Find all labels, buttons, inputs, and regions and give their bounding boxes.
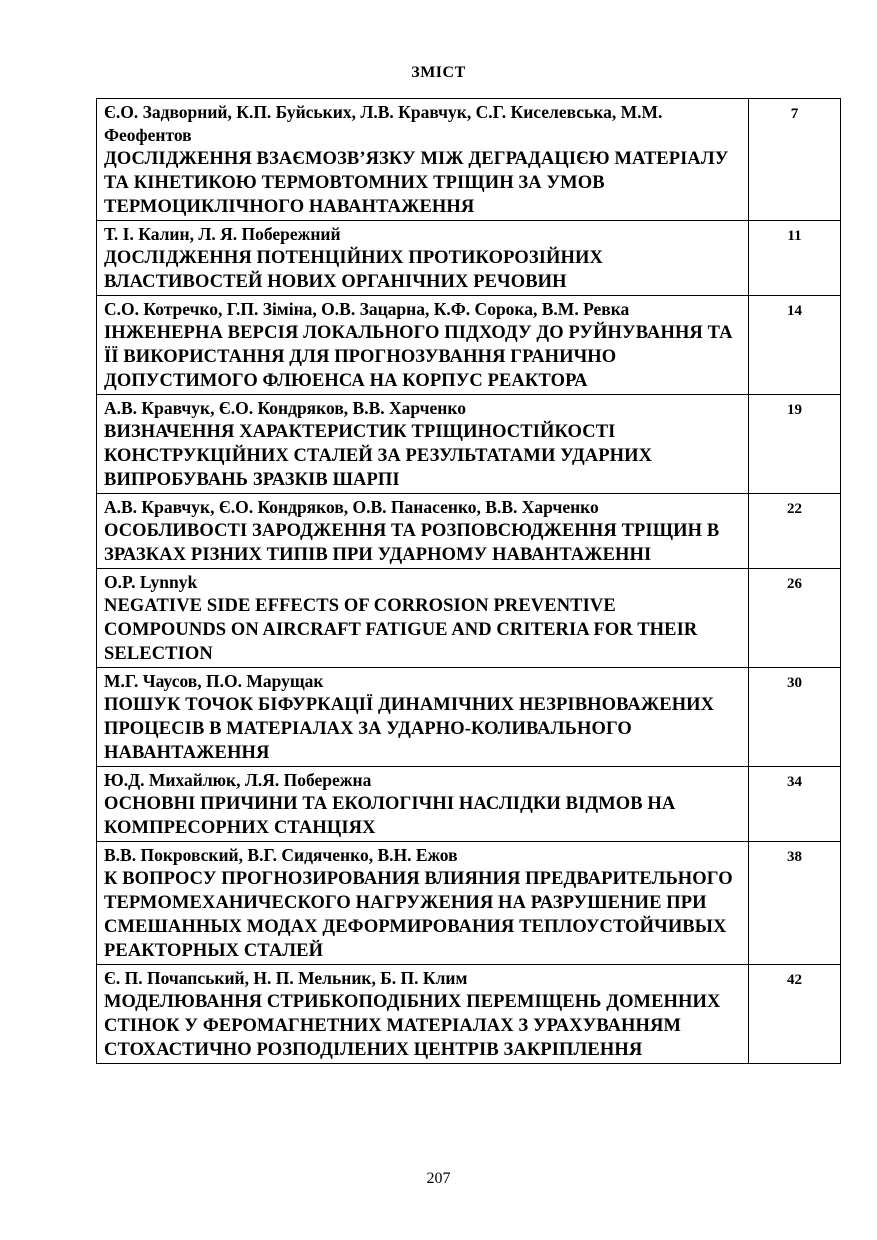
entry-authors: А.В. Кравчук, Є.О. Кондряков, В.В. Харченко — [104, 398, 466, 418]
contents-row — [97, 99, 841, 221]
entry-title: К ВОПРОСУ ПРОГНОЗИРОВАНИЯ ВЛИЯНИЯ ПРЕДВАРИТЕЛЬНОГО ТЕРМОМЕХАНИЧЕСКОГО НАГРУЖЕНИЯ НА РАЗРУШЕНИЕ ПРИ СМЕШАННЫХ МОДАХ ДЕФОРМИРОВАНИЯ ТЕПЛОУСТОЙЧИВЫХ РЕАКТОРНЫХ СТАЛЕЙ — [104, 869, 733, 961]
contents-row — [97, 221, 841, 296]
entry-cell — [97, 494, 749, 569]
entry-title: ІНЖЕНЕРНА ВЕРСІЯ ЛОКАЛЬНОГО ПІДХОДУ ДО РУЙНУВАННЯ ТА ЇЇ ВИКОРИСТАННЯ ДЛЯ ПРОГНОЗУВАННЯ ГРАНИЧНО ДОПУСТИМОГО ФЛЮЕНСА НА КОРПУС РЕАКТОРА — [104, 323, 733, 391]
entry-page-number: 30 — [749, 668, 841, 767]
entry-page-number: 22 — [749, 494, 841, 569]
entry-authors: O.P. Lynnyk — [104, 572, 198, 592]
entry-page-number: 38 — [749, 842, 841, 965]
entry-page-number: 11 — [749, 221, 841, 296]
entry-cell — [97, 842, 749, 965]
entry-cell — [97, 296, 749, 395]
contents-row — [97, 395, 841, 494]
entry-title: ДОСЛІДЖЕННЯ ПОТЕНЦІЙНИХ ПРОТИКОРОЗІЙНИХ ВЛАСТИВОСТЕЙ НОВИХ ОРГАНІЧНИХ РЕЧОВИН — [104, 248, 603, 292]
entry-authors: Т. І. Калин, Л. Я. Побережний — [104, 224, 341, 244]
entry-cell — [97, 99, 749, 221]
contents-row — [97, 668, 841, 767]
entry-title: ВИЗНАЧЕННЯ ХАРАКТЕРИСТИК ТРІЩИНОСТІЙКОСТІ КОНСТРУКЦІЙНИХ СТАЛЕЙ ЗА РЕЗУЛЬТАТАМИ УДАРНИХ ВИПРОБУВАНЬ ЗРАЗКІВ ШАРПІ — [104, 422, 653, 490]
entry-cell — [97, 767, 749, 842]
contents-row — [97, 965, 841, 1064]
entry-page-number: 14 — [749, 296, 841, 395]
entry-title: NEGATIVE SIDE EFFECTS OF CORROSION PREVENTIVE COMPOUNDS ON AIRCRAFT FATIGUE AND CRITERIA FOR THEIR SELECTION — [104, 596, 698, 664]
entry-title: ОСОБЛИВОСТІ ЗАРОДЖЕННЯ ТА РОЗПОВСЮДЖЕННЯ ТРІЩИН В ЗРАЗКАХ РІЗНИХ ТИПІВ ПРИ УДАРНОМУ НАВАНТАЖЕННІ — [104, 521, 720, 565]
entry-authors: Є.О. Задворний, К.П. Буйських, Л.В. Кравчук, С.Г. Киселевська, М.М. Феофентов — [104, 102, 663, 145]
entry-page-number: 19 — [749, 395, 841, 494]
contents-row — [97, 296, 841, 395]
entry-page-number: 7 — [749, 99, 841, 221]
entry-title: ОСНОВНІ ПРИЧИНИ ТА ЕКОЛОГІЧНІ НАСЛІДКИ ВІДМОВ НА КОМПРЕСОРНИХ СТАНЦІЯХ — [104, 794, 676, 838]
entry-page-number: 42 — [749, 965, 841, 1064]
entry-page-number: 26 — [749, 569, 841, 668]
entry-cell — [97, 395, 749, 494]
page-number: 207 — [426, 1170, 451, 1187]
contents-row — [97, 569, 841, 668]
entry-cell — [97, 668, 749, 767]
page-heading: ЗМІСТ — [411, 64, 466, 81]
entry-authors: Ю.Д. Михайлюк, Л.Я. Побережна — [104, 770, 372, 790]
entry-authors: С.О. Котречко, Г.П. Зіміна, О.В. Зацарна, К.Ф. Сорока, В.М. Ревка — [104, 299, 630, 319]
entry-cell — [97, 965, 749, 1064]
contents-table-body — [97, 99, 841, 1064]
entry-cell — [97, 221, 749, 296]
entry-page-number: 34 — [749, 767, 841, 842]
entry-authors: Є. П. Почапський, Н. П. Мельник, Б. П. Клим — [104, 968, 468, 988]
entry-authors: А.В. Кравчук, Є.О. Кондряков, О.В. Панасенко, В.В. Харченко — [104, 497, 599, 517]
contents-row — [97, 494, 841, 569]
contents-table — [96, 98, 841, 1064]
entry-authors: В.В. Покровский, В.Г. Сидяченко, В.Н. Ежов — [104, 845, 458, 865]
entry-title: ПОШУК ТОЧОК БІФУРКАЦІЇ ДИНАМІЧНИХ НЕЗРІВНОВАЖЕНИХ ПРОЦЕСІВ В МАТЕРІАЛАХ ЗА УДАРНО-КОЛИВАЛЬНОГО НАВАНТАЖЕННЯ — [104, 695, 715, 763]
entry-cell — [97, 569, 749, 668]
entry-authors: М.Г. Чаусов, П.О. Марущак — [104, 671, 324, 691]
contents-row — [97, 842, 841, 965]
contents-row — [97, 767, 841, 842]
entry-title: ДОСЛІДЖЕННЯ ВЗАЄМОЗВ’ЯЗКУ МІЖ ДЕГРАДАЦІЄЮ МАТЕРІАЛУ ТА КІНЕТИКОЮ ТЕРМОВТОМНИХ ТРІЩИН ЗА УМОВ ТЕРМОЦИКЛІЧНОГО НАВАНТАЖЕННЯ — [104, 149, 729, 217]
entry-title: МОДЕЛЮВАННЯ СТРИБКОПОДІБНИХ ПЕРЕМІЩЕНЬ ДОМЕННИХ СТІНОК У ФЕРОМАГНЕТНИХ МАТЕРІАЛАХ З УРАХУВАННЯМ СТОХАСТИЧНО РОЗПОДІЛЕНИХ ЦЕНТРІВ ЗАКРІПЛЕННЯ — [104, 992, 721, 1060]
